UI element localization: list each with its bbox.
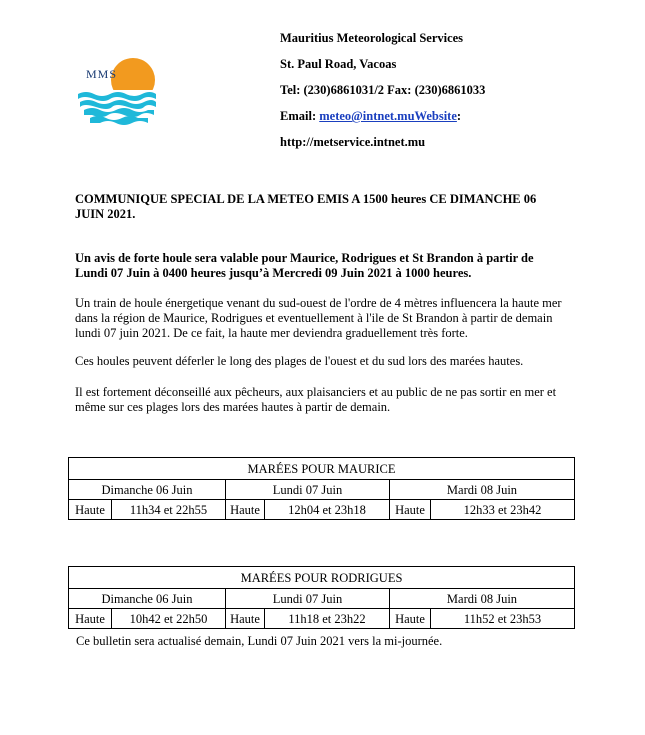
tide-times: 11h18 et 23h22	[265, 609, 390, 629]
table-title: MARÉES POUR MAURICE	[69, 458, 575, 480]
day-header: Dimanche 06 Juin	[69, 589, 226, 609]
paragraph-beaches: Ces houles peuvent déferler le long des plages de l'ouest et du sud lors des marées hautes.	[75, 354, 524, 368]
tide-times: 11h52 et 23h53	[431, 609, 575, 629]
paragraph-advice: Il est fortement déconseillé aux pêcheurs, aux plaisanciers et au public de ne pas sortir en mer et même sur ces plages lors des marées hautes à partir de demain.	[75, 385, 557, 414]
communique-title: COMMUNIQUE SPECIAL DE LA METEO EMIS A 1500 heures CE DIMANCHE 06 JUIN 2021.	[75, 192, 537, 221]
swell-warning: Un avis de forte houle sera valable pour Maurice, Rodrigues et St Brandon à partir de Lundi 07 Juin à 0400 heures jusqu’à Mercredi 09 Juin 2021 à 1000 heures.	[75, 251, 534, 280]
day-header: Mardi 08 Juin	[390, 480, 575, 500]
tide-times: 10h42 et 22h50	[112, 609, 226, 629]
tides-table-rodrigues	[68, 566, 575, 629]
tide-label: Haute	[69, 609, 112, 629]
tide-label: Haute	[226, 609, 265, 629]
org-address: St. Paul Road, Vacoas	[280, 57, 397, 71]
tide-label: Haute	[390, 500, 431, 520]
email-suffix: :	[456, 109, 462, 123]
logo-text: MMS	[86, 67, 118, 81]
tide-times: 12h04 et 23h18	[265, 500, 390, 520]
bulletin-update-note: Ce bulletin sera actualisé demain, Lundi 07 Juin 2021 vers la mi-journée.	[76, 634, 443, 648]
tide-label: Haute	[69, 500, 112, 520]
paragraph-swell: Un train de houle énergetique venant du sud-ouest de l'ordre de 4 mètres influencera la haute mer dans la région de Maurice, Rodrigues et eventuellement à l'ile de St Brandon à partir de demain lundi 07 juin 2021. De ce fait, la haute mer deviendra graduellement très forte.	[75, 296, 562, 340]
day-header: Mardi 08 Juin	[390, 589, 575, 609]
tide-label: Haute	[226, 500, 265, 520]
tide-times: 11h34 et 22h55	[112, 500, 226, 520]
day-header: Lundi 07 Juin	[226, 480, 390, 500]
tide-label: Haute	[390, 609, 431, 629]
email-label: Email:	[280, 109, 320, 123]
mms-logo	[76, 30, 160, 146]
org-email	[280, 108, 485, 134]
tides-table-maurice	[68, 457, 575, 520]
org-website: http://metservice.intnet.mu	[280, 135, 426, 149]
letterhead	[280, 30, 485, 160]
tide-times: 12h33 et 23h42	[431, 500, 575, 520]
day-header: Dimanche 06 Juin	[69, 480, 226, 500]
org-phone: Tel: (230)6861031/2 Fax: (230)6861033	[280, 83, 486, 97]
org-name: Mauritius Meteorological Services	[280, 31, 464, 45]
email-link[interactable]: meteo@intnet.muWebsite	[319, 109, 457, 123]
table-title: MARÉES POUR RODRIGUES	[69, 567, 575, 589]
day-header: Lundi 07 Juin	[226, 589, 390, 609]
